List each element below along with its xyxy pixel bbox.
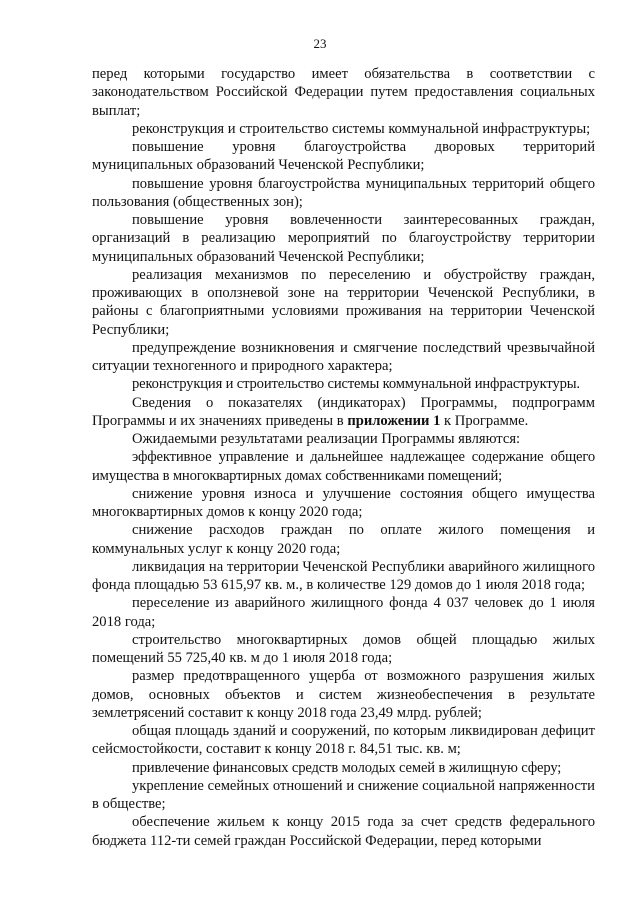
paragraph-public-areas: повышение уровня благоустройства муниципальных территорий общего пользования (общественных зон); (92, 175, 595, 210)
indicators-text-before: Сведения о показателях (индикаторах) Программы, подпрограмм Программы и их значениях приведены в (92, 394, 595, 429)
result-item: переселение из аварийного жилищного фонда 4 037 человек до 1 июля 2018 года; (92, 595, 595, 630)
result-item: строительство многоквартирных домов общей площадью жилых помещений 55 725,40 кв. м до 1 июля 2018 года; (92, 631, 595, 666)
indicators-text-after: к Программе. (440, 412, 529, 429)
result-item: общая площадь зданий и сооружений, по которым ликвидирован дефицит сейсмостойкости, составит к концу 2018 г. 84,51 тыс. кв. м; (92, 723, 595, 758)
paragraph-emergency-prevention: предупреждение возникновения и смягчение последствий чрезвычайной ситуации техногенного и природного характера; (92, 339, 595, 374)
paragraph-results-intro: Ожидаемыми результатами реализации Программы являются: (132, 431, 521, 447)
paragraph-citizen-involvement: повышение уровня вовлеченности заинтересованных граждан, организаций в реализацию мероприятий по благоустройству территории муниципальных образований Чеченской Республики; (92, 212, 595, 265)
result-item: обеспечение жильем к концу 2015 года за счет средств федерального бюджета 112-ти семей граждан Российской Федерации, перед которыми (92, 814, 595, 849)
result-item: снижение уровня износа и улучшение состояния общего имущества многоквартирных домов к концу 2020 года; (92, 485, 595, 520)
paragraph-courtyard-improvement: повышение уровня благоустройства дворовых территорий муниципальных образований Чеченской Республики; (92, 139, 595, 174)
page-number: 23 (313, 36, 327, 51)
paragraph-indicators (92, 394, 595, 431)
result-item: размер предотвращенного ущерба от возможного разрушения жилых домов, основных объектов и систем жизнеобеспечения в результате землетрясений составит к концу 2018 года 23,49 млрд. рублей; (92, 668, 595, 721)
result-item: снижение расходов граждан по оплате жилого помещения и коммунальных услуг к концу 2020 года; (92, 522, 595, 557)
paragraph-reconstruction: реконструкция и строительство системы коммунальной инфраструктуры; (132, 120, 591, 137)
result-item: укрепление семейных отношений и снижение социальной напряженности в обществе; (92, 777, 595, 812)
document-body (92, 65, 595, 850)
paragraph-continuation: перед которыми государство имеет обязательства в соответствии с законодательством Российской Федерации путем предоставления социальных выплат; (92, 66, 595, 119)
paragraph-infrastructure: реконструкция и строительство системы коммунальной инфраструктуры. (132, 376, 580, 393)
result-item: эффективное управление и дальнейшее надлежащее содержание общего имущества в многоквартирных домах собственниками помещений; (92, 449, 595, 484)
paragraph-landslide-resettlement: реализация механизмов по переселению и обустройству граждан, проживающих в оползневой зоне на территории Чеченской Республики, в районы с благоприятными условиями проживания на территории Чеченской Республики; (92, 266, 595, 338)
result-item: ликвидация на территории Чеченской Республики аварийного жилищного фонда площадью 53 615,97 кв. м., в количестве 129 домов до 1 июля 2018 года; (92, 558, 595, 593)
result-item: привлечение финансовых средств молодых семей в жилищную сферу; (132, 759, 562, 776)
appendix-reference: приложении 1 (347, 412, 441, 429)
